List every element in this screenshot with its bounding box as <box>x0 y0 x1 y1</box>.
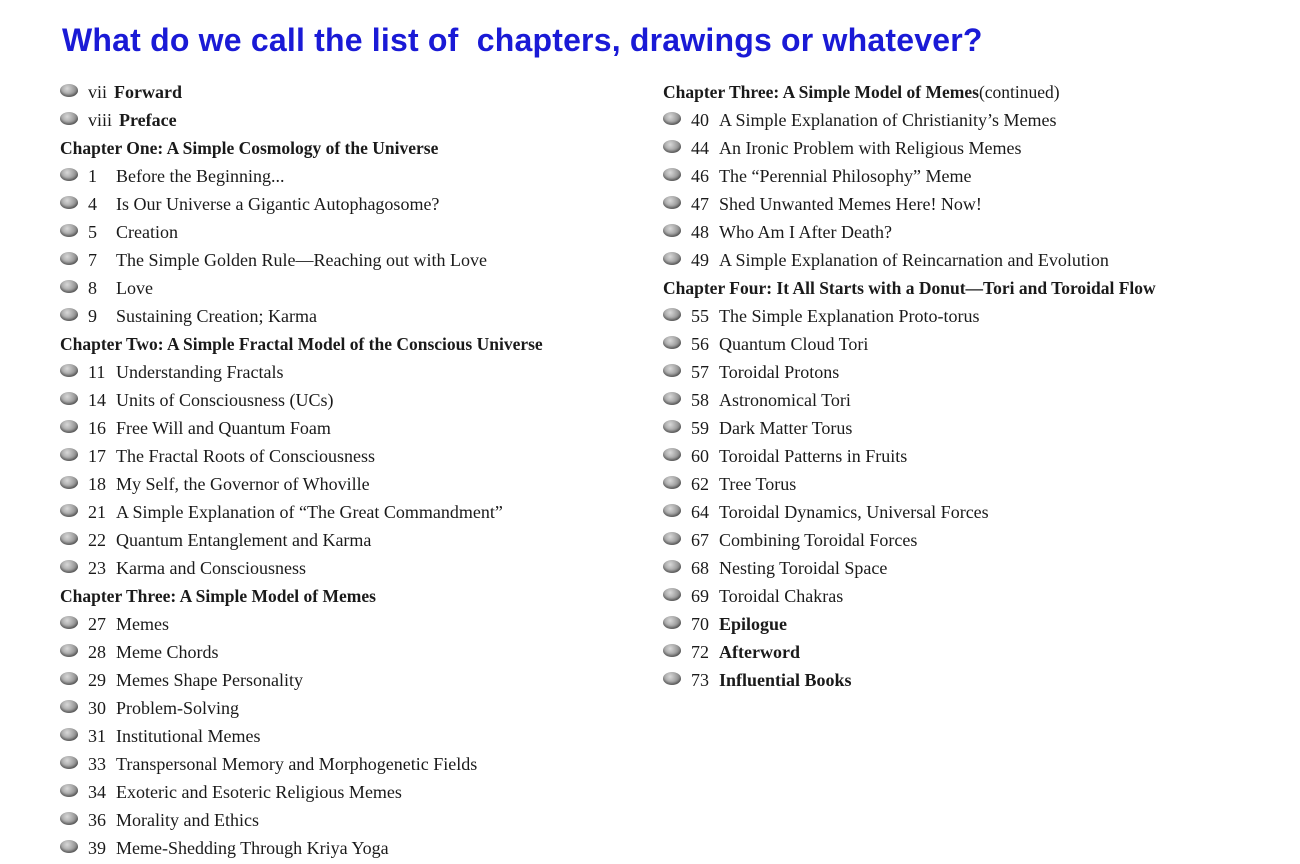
toc-entry-page-number: 73 <box>691 670 709 690</box>
toc-entry <box>663 666 1283 694</box>
toc-entry-label: Astronomical Tori <box>719 390 851 410</box>
toc-entry <box>60 666 660 694</box>
toc-entry <box>60 610 660 638</box>
toc-entry-page-number: 34 <box>88 782 106 802</box>
toc-entry <box>60 834 660 862</box>
toc-entry-page-number: 18 <box>88 474 106 494</box>
gray-disc-bullet-icon <box>663 672 681 685</box>
gray-disc-bullet-icon <box>663 532 681 545</box>
toc-entry-label: A Simple Explanation of Reincarnation and Evolution <box>719 250 1109 270</box>
gray-disc-bullet-icon <box>60 112 78 125</box>
toc-entry-label: An Ironic Problem with Religious Memes <box>719 138 1022 158</box>
toc-entry <box>663 554 1283 582</box>
toc-entry-page-number: 16 <box>88 418 106 438</box>
toc-entry <box>663 470 1283 498</box>
gray-disc-bullet-icon <box>60 756 78 769</box>
toc-entry-label: The Simple Explanation Proto-torus <box>719 306 980 326</box>
toc-entry <box>60 442 660 470</box>
toc-entry <box>663 442 1283 470</box>
page-title: What do we call the list of chapters, drawings or whatever? <box>62 22 983 58</box>
toc-entry-label: Transpersonal Memory and Morphogenetic Fields <box>116 754 478 774</box>
toc-entry-label: Love <box>116 278 153 298</box>
toc-entry-page-number: 44 <box>691 138 709 158</box>
toc-entry-page-number: 1 <box>88 166 97 186</box>
toc-entry-page-number: 55 <box>691 306 709 326</box>
gray-disc-bullet-icon <box>663 420 681 433</box>
toc-entry-label: The “Perennial Philosophy” Meme <box>719 166 972 186</box>
toc-entry-page-number: 59 <box>691 418 709 438</box>
chapter-heading <box>60 134 660 162</box>
toc-entry <box>663 330 1283 358</box>
gray-disc-bullet-icon <box>663 588 681 601</box>
gray-disc-bullet-icon <box>60 616 78 629</box>
toc-entry-page-number: viii <box>88 110 113 130</box>
toc-entry <box>60 162 660 190</box>
gray-disc-bullet-icon <box>663 336 681 349</box>
toc-entry-label: Forward <box>114 82 182 102</box>
gray-disc-bullet-icon <box>60 420 78 433</box>
chapter-heading-text: Chapter Two: A Simple Fractal Model of the Conscious Universe <box>60 334 543 354</box>
toc-entry-label: Meme Chords <box>116 642 219 662</box>
gray-disc-bullet-icon <box>663 308 681 321</box>
toc-entry-page-number: 60 <box>691 446 709 466</box>
gray-disc-bullet-icon <box>60 364 78 377</box>
gray-disc-bullet-icon <box>60 196 78 209</box>
toc-entry-label: Tree Torus <box>719 474 797 494</box>
gray-disc-bullet-icon <box>663 392 681 405</box>
gray-disc-bullet-icon <box>663 560 681 573</box>
toc-entry-label: Problem-Solving <box>116 698 240 718</box>
toc-entry-page-number: 68 <box>691 558 709 578</box>
gray-disc-bullet-icon <box>60 700 78 713</box>
toc-entry-page-number: 39 <box>88 838 106 858</box>
toc-entry-page-number: 11 <box>88 362 106 382</box>
toc-entry <box>60 498 660 526</box>
toc-entry-page-number: 5 <box>88 222 97 242</box>
toc-entry-label: A Simple Explanation of “The Great Commandment” <box>116 502 503 522</box>
toc-entry-label: Karma and Consciousness <box>116 558 306 578</box>
gray-disc-bullet-icon <box>60 476 78 489</box>
toc-entry <box>60 750 660 778</box>
gray-disc-bullet-icon <box>60 504 78 517</box>
toc-entry-page-number: 21 <box>88 502 106 522</box>
toc-entry <box>663 386 1283 414</box>
chapter-heading <box>60 582 660 610</box>
toc-entry-page-number: 64 <box>691 502 709 522</box>
gray-disc-bullet-icon <box>663 224 681 237</box>
gray-disc-bullet-icon <box>663 168 681 181</box>
toc-entry-label: The Fractal Roots of Consciousness <box>116 446 375 466</box>
toc-entry-label: Influential Books <box>719 670 852 690</box>
toc-entry <box>60 190 660 218</box>
toc-entry <box>663 638 1283 666</box>
gray-disc-bullet-icon <box>663 196 681 209</box>
toc-entry <box>663 190 1283 218</box>
toc-entry-page-number: 31 <box>88 726 106 746</box>
toc-entry <box>60 274 660 302</box>
toc-entry-page-number: 28 <box>88 642 106 662</box>
toc-entry-label: Institutional Memes <box>116 726 261 746</box>
toc-entry-label: Morality and Ethics <box>116 810 259 830</box>
toc-entry-page-number: 9 <box>88 306 97 326</box>
toc-entry-page-number: 40 <box>691 110 709 130</box>
gray-disc-bullet-icon <box>60 252 78 265</box>
toc-entry-label: Toroidal Dynamics, Universal Forces <box>719 502 989 522</box>
toc-entry-label: Toroidal Chakras <box>719 586 844 606</box>
toc-entry-label: My Self, the Governor of Whoville <box>116 474 370 494</box>
toc-right-column <box>663 78 1283 694</box>
toc-entry-page-number: 69 <box>691 586 709 606</box>
gray-disc-bullet-icon <box>60 84 78 97</box>
toc-entry-page-number: 46 <box>691 166 709 186</box>
toc-entry-label: Memes <box>116 614 169 634</box>
toc-entry-page-number: 56 <box>691 334 709 354</box>
chapter-heading-text: Chapter One: A Simple Cosmology of the Universe <box>60 138 439 158</box>
toc-entry <box>663 162 1283 190</box>
gray-disc-bullet-icon <box>60 392 78 405</box>
toc-entry <box>60 694 660 722</box>
toc-entry-label: Before the Beginning... <box>116 166 285 186</box>
gray-disc-bullet-icon <box>60 280 78 293</box>
toc-entry <box>60 386 660 414</box>
chapter-heading-suffix: (continued) <box>978 82 1060 102</box>
toc-entry <box>663 358 1283 386</box>
gray-disc-bullet-icon <box>60 532 78 545</box>
toc-entry <box>663 246 1283 274</box>
toc-entry-label: Epilogue <box>719 614 788 634</box>
toc-entry <box>60 554 660 582</box>
gray-disc-bullet-icon <box>60 812 78 825</box>
toc-entry <box>60 106 660 134</box>
gray-disc-bullet-icon <box>60 728 78 741</box>
toc-entry-label: Free Will and Quantum Foam <box>116 418 331 438</box>
toc-entry-label: Toroidal Protons <box>719 362 840 382</box>
toc-entry <box>60 526 660 554</box>
toc-entry-label: Afterword <box>719 642 800 662</box>
chapter-heading-text: Chapter Three: A Simple Model of Memes <box>663 82 979 102</box>
toc-entry-page-number: 4 <box>88 194 97 214</box>
toc-entry-label: Quantum Cloud Tori <box>719 334 869 354</box>
gray-disc-bullet-icon <box>60 448 78 461</box>
toc-entry <box>60 302 660 330</box>
chapter-heading-text: Chapter Three: A Simple Model of Memes <box>60 586 376 606</box>
toc-entry-label: Dark Matter Torus <box>719 418 853 438</box>
toc-entry-page-number: vii <box>88 82 108 102</box>
toc-entry <box>663 582 1283 610</box>
gray-disc-bullet-icon <box>60 644 78 657</box>
toc-entry-page-number: 8 <box>88 278 97 298</box>
gray-disc-bullet-icon <box>60 224 78 237</box>
toc-left-column <box>60 78 660 862</box>
toc-entry-page-number: 49 <box>691 250 709 270</box>
toc-entry-label: Sustaining Creation; Karma <box>116 306 317 326</box>
toc-entry-label: Who Am I After Death? <box>719 222 892 242</box>
toc-entry <box>60 778 660 806</box>
gray-disc-bullet-icon <box>663 252 681 265</box>
toc-entry-page-number: 14 <box>88 390 106 410</box>
gray-disc-bullet-icon <box>663 364 681 377</box>
toc-entry-page-number: 67 <box>691 530 709 550</box>
toc-entry <box>60 806 660 834</box>
toc-entry-page-number: 70 <box>691 614 709 634</box>
toc-entry-page-number: 30 <box>88 698 106 718</box>
gray-disc-bullet-icon <box>663 448 681 461</box>
gray-disc-bullet-icon <box>60 784 78 797</box>
toc-entry-label: Quantum Entanglement and Karma <box>116 530 372 550</box>
toc-entry <box>663 134 1283 162</box>
toc-entry-label: Units of Consciousness (UCs) <box>116 390 334 410</box>
toc-entry-label: The Simple Golden Rule—Reaching out with Love <box>116 250 487 270</box>
toc-entry-label: Preface <box>119 110 177 130</box>
gray-disc-bullet-icon <box>663 616 681 629</box>
toc-entry <box>60 358 660 386</box>
toc-entry-label: Is Our Universe a Gigantic Autophagosome? <box>116 194 440 214</box>
toc-entry <box>663 498 1283 526</box>
gray-disc-bullet-icon <box>663 644 681 657</box>
chapter-heading-text: Chapter Four: It All Starts with a Donut—Tori and Toroidal Flow <box>663 278 1156 298</box>
toc-entry <box>60 218 660 246</box>
toc-entry <box>60 638 660 666</box>
gray-disc-bullet-icon <box>663 504 681 517</box>
toc-entry-page-number: 72 <box>691 642 709 662</box>
chapter-heading <box>663 274 1283 302</box>
toc-entry-page-number: 58 <box>691 390 709 410</box>
toc-entry-label: Creation <box>116 222 178 242</box>
toc-entry-page-number: 17 <box>88 446 106 466</box>
toc-entry-label: Understanding Fractals <box>116 362 284 382</box>
toc-entry-page-number: 33 <box>88 754 106 774</box>
toc-entry <box>663 302 1283 330</box>
toc-entry-label: Combining Toroidal Forces <box>719 530 918 550</box>
toc-entry-label: Shed Unwanted Memes Here! Now! <box>719 194 982 214</box>
toc-entry-page-number: 29 <box>88 670 106 690</box>
toc-entry-page-number: 57 <box>691 362 709 382</box>
toc-entry-label: Nesting Toroidal Space <box>719 558 888 578</box>
toc-entry-page-number: 36 <box>88 810 106 830</box>
gray-disc-bullet-icon <box>663 112 681 125</box>
toc-entry <box>663 106 1283 134</box>
toc-entry-label: Meme-Shedding Through Kriya Yoga <box>116 838 389 858</box>
toc-entry-page-number: 23 <box>88 558 106 578</box>
toc-entry-page-number: 62 <box>691 474 709 494</box>
gray-disc-bullet-icon <box>60 560 78 573</box>
toc-entry <box>60 246 660 274</box>
gray-disc-bullet-icon <box>60 672 78 685</box>
gray-disc-bullet-icon <box>663 140 681 153</box>
chapter-heading <box>663 78 1283 106</box>
toc-entry <box>60 414 660 442</box>
toc-entry <box>60 470 660 498</box>
gray-disc-bullet-icon <box>60 168 78 181</box>
chapter-heading <box>60 330 660 358</box>
gray-disc-bullet-icon <box>60 308 78 321</box>
toc-entry <box>663 610 1283 638</box>
toc-entry-label: A Simple Explanation of Christianity’s Memes <box>719 110 1057 130</box>
toc-entry-label: Exoteric and Esoteric Religious Memes <box>116 782 402 802</box>
toc-entry-page-number: 22 <box>88 530 106 550</box>
toc-entry-label: Toroidal Patterns in Fruits <box>719 446 908 466</box>
toc-entry-page-number: 7 <box>88 250 97 270</box>
toc-entry-label: Memes Shape Personality <box>116 670 303 690</box>
toc-entry <box>60 78 660 106</box>
toc-entry-page-number: 48 <box>691 222 709 242</box>
toc-entry-page-number: 27 <box>88 614 106 634</box>
gray-disc-bullet-icon <box>60 840 78 853</box>
gray-disc-bullet-icon <box>663 476 681 489</box>
toc-entry <box>663 526 1283 554</box>
toc-entry <box>663 414 1283 442</box>
toc-entry-page-number: 47 <box>691 194 709 214</box>
toc-entry <box>663 218 1283 246</box>
toc-entry <box>60 722 660 750</box>
